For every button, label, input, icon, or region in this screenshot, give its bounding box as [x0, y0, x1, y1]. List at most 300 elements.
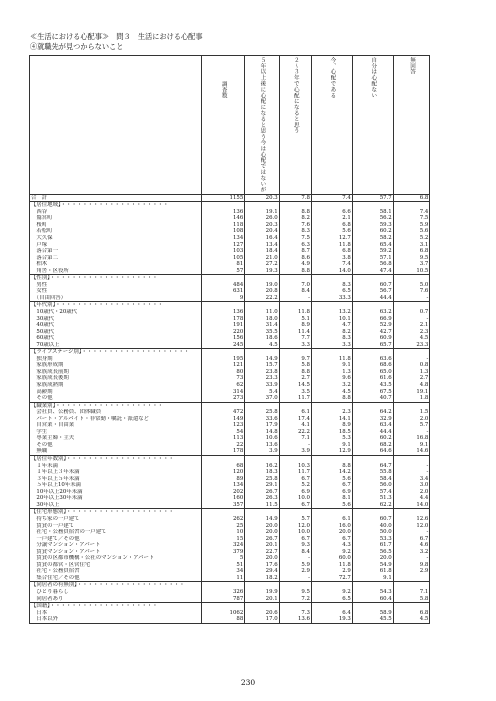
section-row	[30, 509, 467, 516]
value-cell: 8.3	[279, 228, 311, 235]
header-blank	[30, 56, 202, 195]
empty-cell	[279, 402, 311, 409]
value-cell: 67.5	[352, 389, 393, 396]
value-cell: 60.4	[352, 596, 393, 603]
value-cell: 9.1	[352, 575, 393, 582]
value-cell: 60.7	[352, 516, 393, 523]
empty-cell	[311, 349, 352, 356]
value-cell: 4.5	[311, 389, 352, 396]
section-row	[30, 349, 467, 356]
row-label: 高齢期	[30, 389, 202, 396]
row-label: 70歳以上	[30, 342, 202, 349]
value-cell: 56.5	[352, 549, 393, 556]
value-cell: 60.9	[352, 335, 393, 342]
value-cell: 6.7	[311, 536, 352, 543]
empty-cell	[393, 582, 430, 589]
value-cell: 2.1	[311, 215, 352, 222]
value-cell: 1.3	[311, 369, 352, 376]
value-cell: 3.3	[311, 342, 352, 349]
value-cell: 58.9	[352, 610, 393, 617]
value-cell: 2.1	[393, 322, 430, 329]
value-cell: 2.3	[311, 409, 352, 416]
value-cell: 60.2	[352, 228, 393, 235]
row-label: 日本以外	[30, 616, 202, 623]
value-cell: 18.3	[245, 469, 279, 476]
value-cell: 65.7	[352, 342, 393, 349]
value-cell: 2.7	[279, 375, 311, 382]
value-cell: 19.1	[393, 389, 430, 396]
count-cell: 10	[202, 529, 245, 536]
value-cell: 58.4	[352, 476, 393, 483]
value-cell: 19.3	[245, 268, 279, 275]
value-cell: 7.4	[311, 194, 352, 202]
value-cell: 7.6	[393, 288, 430, 295]
value-cell: 62.2	[352, 502, 393, 509]
value-cell: 9.3	[279, 542, 311, 549]
count-cell: 787	[202, 596, 245, 603]
empty-cell	[393, 202, 430, 209]
row-label: 家族成熟期	[30, 382, 202, 389]
empty-cell	[393, 456, 430, 463]
value-cell: 3.8	[311, 255, 352, 262]
count-cell: 127	[202, 242, 245, 249]
value-cell: 14.0	[393, 502, 430, 509]
row-label: 学生	[30, 429, 202, 436]
value-cell: 20.0	[245, 555, 279, 562]
empty-cell	[279, 349, 311, 356]
section-row	[30, 603, 467, 610]
empty-cell	[202, 402, 245, 409]
value-cell: 8.4	[279, 288, 311, 295]
count-cell: 191	[202, 322, 245, 329]
empty-cell	[279, 456, 311, 463]
section-label: 【ライフステージ別】・・・・・・・・・・・・・・・・・・・・	[30, 349, 202, 356]
empty-cell	[352, 202, 393, 209]
count-cell: 120	[202, 469, 245, 476]
count-cell: 22	[202, 442, 245, 449]
value-cell: 7.4	[393, 209, 430, 216]
value-cell: 4.5	[245, 342, 279, 349]
value-cell: 6.8	[311, 248, 352, 255]
value-cell: 14.2	[311, 469, 352, 476]
value-cell: 51.3	[352, 495, 393, 502]
value-cell: 35.5	[245, 329, 279, 336]
count-cell: 262	[202, 516, 245, 523]
value-cell: 2.9	[311, 568, 352, 575]
section-row	[30, 456, 467, 463]
value-cell: 45.5	[352, 616, 393, 623]
empty-cell	[352, 349, 393, 356]
value-cell: 16.8	[393, 435, 430, 442]
row-label: 同居者あり	[30, 596, 202, 603]
value-cell: 52.9	[352, 322, 393, 329]
value-cell: 26.0	[245, 215, 279, 222]
value-cell: 1.3	[393, 369, 430, 376]
empty-cell	[352, 456, 393, 463]
row-label: 集合住宅／その他	[30, 575, 202, 582]
value-cell: 5.2	[393, 235, 430, 242]
value-cell: 60.2	[352, 435, 393, 442]
value-cell: 22.2	[279, 429, 311, 436]
row-label: 40歳代	[30, 322, 202, 329]
value-cell: 8.2	[279, 215, 311, 222]
value-cell: 63.2	[352, 309, 393, 316]
value-cell: 11.5	[245, 502, 279, 509]
value-cell: 6.5	[311, 596, 352, 603]
value-cell: 47.4	[352, 268, 393, 275]
value-cell: -	[393, 463, 430, 470]
row-label: 戸塚	[30, 242, 202, 249]
count-cell: 81	[202, 261, 245, 268]
section-row	[30, 302, 467, 309]
value-cell: 6.9	[279, 489, 311, 496]
value-cell: -	[279, 295, 311, 302]
value-cell: -	[393, 356, 430, 363]
table-row	[30, 268, 467, 275]
empty-cell	[311, 456, 352, 463]
value-cell: 32.9	[352, 416, 393, 423]
value-cell: 23.3	[245, 375, 279, 382]
value-cell: 9.7	[279, 356, 311, 363]
row-label: 独身期	[30, 356, 202, 363]
value-cell: 20.0	[245, 523, 279, 530]
empty-cell	[352, 402, 393, 409]
row-label: 賃貸の区都市機構・公社のマンション・アパート	[30, 555, 202, 562]
value-cell: 60.7	[352, 282, 393, 289]
value-cell: 66.9	[352, 316, 393, 323]
section-label: 【性別】・・・・・・・・・・・・・・・・・・・・	[30, 275, 202, 282]
section-title: ≪生活における心配事≫ 問３ 生活における心配事	[30, 32, 203, 41]
value-cell: 17.9	[245, 422, 279, 429]
count-cell: 88	[202, 616, 245, 623]
value-cell: 1.8	[393, 395, 430, 402]
value-cell: 14.9	[245, 516, 279, 523]
value-cell: 7.2	[279, 596, 311, 603]
results-table	[29, 55, 467, 624]
value-cell: 8.6	[279, 255, 311, 262]
value-cell: 6.8	[393, 610, 430, 617]
value-cell: -	[393, 555, 430, 562]
value-cell: 8.3	[311, 282, 352, 289]
value-cell: 2.9	[279, 568, 311, 575]
value-cell: 19.9	[245, 589, 279, 596]
value-cell: 23.8	[245, 369, 279, 376]
count-cell: 146	[202, 215, 245, 222]
value-cell: 14.5	[279, 382, 311, 389]
value-cell: 5.9	[393, 222, 430, 229]
row-label: 柏木	[30, 261, 202, 268]
value-cell: 8.8	[311, 463, 352, 470]
count-cell: 73	[202, 375, 245, 382]
row-label: 日本	[30, 610, 202, 617]
value-cell: 44.4	[352, 295, 393, 302]
value-cell: 5.8	[279, 362, 311, 369]
row-label: 家族形成期	[30, 362, 202, 369]
value-cell: 4.6	[393, 542, 430, 549]
value-cell: 20.6	[245, 610, 279, 617]
row-label: 角筈・区役所	[30, 268, 202, 275]
value-cell: 14.1	[311, 416, 352, 423]
value-cell: 18.6	[245, 335, 279, 342]
section-label: 【居住地域】・・・・・・・・・・・・・・・・・・・・	[30, 202, 202, 209]
row-label: 賃貸の一戸建て	[30, 523, 202, 530]
value-cell: 17.4	[279, 416, 311, 423]
value-cell: 9.1	[311, 442, 352, 449]
value-cell: 19.1	[245, 209, 279, 216]
value-cell: 61.8	[352, 568, 393, 575]
value-cell: 60.0	[311, 555, 352, 562]
empty-cell	[202, 603, 245, 610]
empty-cell	[311, 202, 352, 209]
value-cell: 16.0	[311, 523, 352, 530]
value-cell: 56.8	[352, 261, 393, 268]
value-cell: 3.7	[393, 261, 430, 268]
value-cell: 22.7	[245, 549, 279, 556]
value-cell: 8.9	[279, 322, 311, 329]
section-row	[30, 275, 467, 282]
value-cell: 4.5	[393, 616, 430, 623]
value-cell: 40.7	[352, 395, 393, 402]
value-cell: 64.7	[352, 463, 393, 470]
row-label: 男性	[30, 282, 202, 289]
row-label: 無職	[30, 448, 202, 455]
value-cell: 12.9	[311, 448, 352, 455]
count-cell: 68	[202, 463, 245, 470]
empty-cell	[245, 603, 279, 610]
value-cell: 64.6	[352, 448, 393, 455]
empty-cell	[393, 302, 430, 309]
value-cell: 9.5	[279, 589, 311, 596]
empty-cell	[311, 582, 352, 589]
value-cell: 5.9	[279, 562, 311, 569]
value-cell: 16.2	[245, 463, 279, 470]
value-cell: 5.4	[245, 389, 279, 396]
value-cell: 2.0	[393, 416, 430, 423]
count-cell: 379	[202, 549, 245, 556]
empty-cell	[279, 603, 311, 610]
row-label: ５年以上10年未満	[30, 482, 202, 489]
value-cell: 26.7	[245, 536, 279, 543]
table-row	[30, 502, 467, 509]
empty-cell	[393, 275, 430, 282]
empty-cell	[279, 202, 311, 209]
row-label: 一戸建て／その他	[30, 536, 202, 543]
row-label: 会社員、公務員、団体職員	[30, 409, 202, 416]
value-cell: 19.3	[311, 616, 352, 623]
value-cell: 43.5	[352, 382, 393, 389]
count-cell: 11	[202, 575, 245, 582]
count-cell: 178	[202, 316, 245, 323]
header-col-2: ２～３年で心配になると思う	[279, 56, 311, 195]
count-cell: 54	[202, 429, 245, 436]
row-label: １年以上３年未満	[30, 469, 202, 476]
value-cell: 8.8	[279, 209, 311, 216]
count-cell: 134	[202, 482, 245, 489]
value-cell: 20.1	[245, 542, 279, 549]
value-cell: 3.2	[311, 382, 352, 389]
value-cell: 5.3	[311, 435, 352, 442]
value-cell: 63.6	[352, 356, 393, 363]
section-row	[30, 582, 467, 589]
empty-cell	[311, 509, 352, 516]
value-cell: 6.1	[279, 409, 311, 416]
value-cell: 13.4	[245, 242, 279, 249]
value-cell: 56.7	[352, 288, 393, 295]
value-cell: 10.1	[311, 316, 352, 323]
count-cell: 324	[202, 542, 245, 549]
value-cell: 7.5	[279, 235, 311, 242]
count-cell: 160	[202, 495, 245, 502]
value-cell: 54.3	[352, 589, 393, 596]
row-label: 50歳代	[30, 329, 202, 336]
value-cell: 10.5	[393, 268, 430, 275]
value-cell: 8.8	[279, 268, 311, 275]
value-cell: 72.7	[311, 575, 352, 582]
value-cell: 23.3	[393, 342, 430, 349]
empty-cell	[245, 456, 279, 463]
value-cell: 20.3	[245, 222, 279, 229]
row-label: 若松町	[30, 228, 202, 235]
value-cell: 4.7	[311, 322, 352, 329]
count-cell: 62	[202, 382, 245, 389]
row-label: 女性	[30, 288, 202, 295]
value-cell: 55.8	[352, 469, 393, 476]
empty-cell	[202, 349, 245, 356]
value-cell: 14.0	[311, 268, 352, 275]
value-cell: 7.4	[311, 261, 352, 268]
count-cell: 149	[202, 416, 245, 423]
table-row	[30, 616, 467, 623]
empty-cell	[245, 509, 279, 516]
value-cell: -	[393, 295, 430, 302]
value-cell: 9.8	[393, 562, 430, 569]
row-label: 桜町	[30, 222, 202, 229]
count-cell: 136	[202, 309, 245, 316]
value-cell: 22.2	[245, 295, 279, 302]
value-cell: 18.0	[245, 316, 279, 323]
value-cell: 5.0	[393, 282, 430, 289]
section-label: 【住宅形態別】・・・・・・・・・・・・・・・・・・・・	[30, 509, 202, 516]
value-cell: 3.9	[245, 448, 279, 455]
value-cell: 20.4	[245, 228, 279, 235]
count-cell: 121	[202, 362, 245, 369]
section-row	[30, 202, 467, 209]
value-cell: 68.2	[352, 442, 393, 449]
count-cell: 15	[202, 536, 245, 543]
value-cell: 20.8	[245, 288, 279, 295]
row-label: 分譲マンション・アパート	[30, 542, 202, 549]
value-cell: 20.0	[245, 529, 279, 536]
question-title: ④就職先が見つからないこと	[30, 42, 124, 51]
count-cell: 118	[202, 222, 245, 229]
value-cell: 6.7	[393, 536, 430, 543]
row-label: １年未満	[30, 463, 202, 470]
value-cell: 33.3	[311, 295, 352, 302]
value-cell: 7.6	[279, 222, 311, 229]
empty-cell	[393, 349, 430, 356]
value-cell: 4.4	[393, 495, 430, 502]
value-cell: 63.4	[352, 422, 393, 429]
value-cell: 2.7	[393, 375, 430, 382]
count-cell: 195	[202, 356, 245, 363]
value-cell: 6.9	[311, 489, 352, 496]
value-cell: 58.1	[352, 209, 393, 216]
table-row	[30, 395, 467, 402]
empty-cell	[245, 275, 279, 282]
count-cell: 57	[202, 268, 245, 275]
value-cell: 0.7	[393, 309, 430, 316]
value-cell: 5.7	[393, 422, 430, 429]
value-cell: 12.0	[279, 523, 311, 530]
value-cell: -	[279, 555, 311, 562]
empty-cell	[352, 302, 393, 309]
empty-cell	[352, 582, 393, 589]
value-cell: 0.8	[393, 362, 430, 369]
value-cell: 65.0	[352, 369, 393, 376]
value-cell: 5.2	[279, 482, 311, 489]
value-cell: 11.7	[279, 395, 311, 402]
row-label: ひとり暮らし	[30, 589, 202, 596]
value-cell: 21.0	[245, 255, 279, 262]
value-cell: 6.7	[279, 476, 311, 483]
value-cell: 54.9	[352, 562, 393, 569]
header-col-1: ５年以上後に心配になると思う今は心配ではないが	[245, 56, 279, 195]
count-cell: 103	[202, 248, 245, 255]
total-row	[30, 194, 467, 202]
row-label: 西谷	[30, 209, 202, 216]
value-cell: 3.9	[279, 448, 311, 455]
value-cell: 8.2	[311, 329, 352, 336]
value-cell: 3.0	[393, 482, 430, 489]
value-cell: 8.7	[279, 248, 311, 255]
value-cell: 6.3	[279, 242, 311, 249]
value-cell: 50.0	[352, 529, 393, 536]
row-label: 社宅・公務員宿舎の一戸建て	[30, 529, 202, 536]
value-cell: 7.1	[279, 435, 311, 442]
value-cell: 3.4	[393, 476, 430, 483]
count-cell: 156	[202, 335, 245, 342]
value-cell: 57.7	[352, 194, 393, 202]
count-cell: 357	[202, 502, 245, 509]
table-body	[30, 194, 467, 623]
empty-cell	[352, 509, 393, 516]
value-cell: 4.1	[279, 422, 311, 429]
value-cell: 6.8	[393, 248, 430, 255]
value-cell: 20.1	[245, 596, 279, 603]
value-cell: 68.6	[352, 362, 393, 369]
row-label: 30歳代	[30, 316, 202, 323]
empty-cell	[279, 275, 311, 282]
value-cell: 20.0	[352, 555, 393, 562]
row-label: 大久保	[30, 235, 202, 242]
value-cell: 3.5	[279, 389, 311, 396]
value-cell: 3.2	[393, 549, 430, 556]
value-cell: 6.8	[393, 194, 430, 202]
empty-cell	[352, 275, 393, 282]
value-cell: 11.7	[279, 469, 311, 476]
value-cell: 8.4	[279, 549, 311, 556]
value-cell: 6.6	[311, 209, 352, 216]
row-label: 専業主婦・主夫	[30, 435, 202, 442]
table-row	[30, 295, 467, 302]
row-label: 鷲宮町	[30, 215, 202, 222]
empty-cell	[352, 603, 393, 610]
value-cell: 42.7	[352, 329, 393, 336]
row-label: 30年以上	[30, 502, 202, 509]
value-cell: 18.5	[311, 429, 352, 436]
empty-cell	[202, 202, 245, 209]
value-cell: 7.7	[279, 335, 311, 342]
